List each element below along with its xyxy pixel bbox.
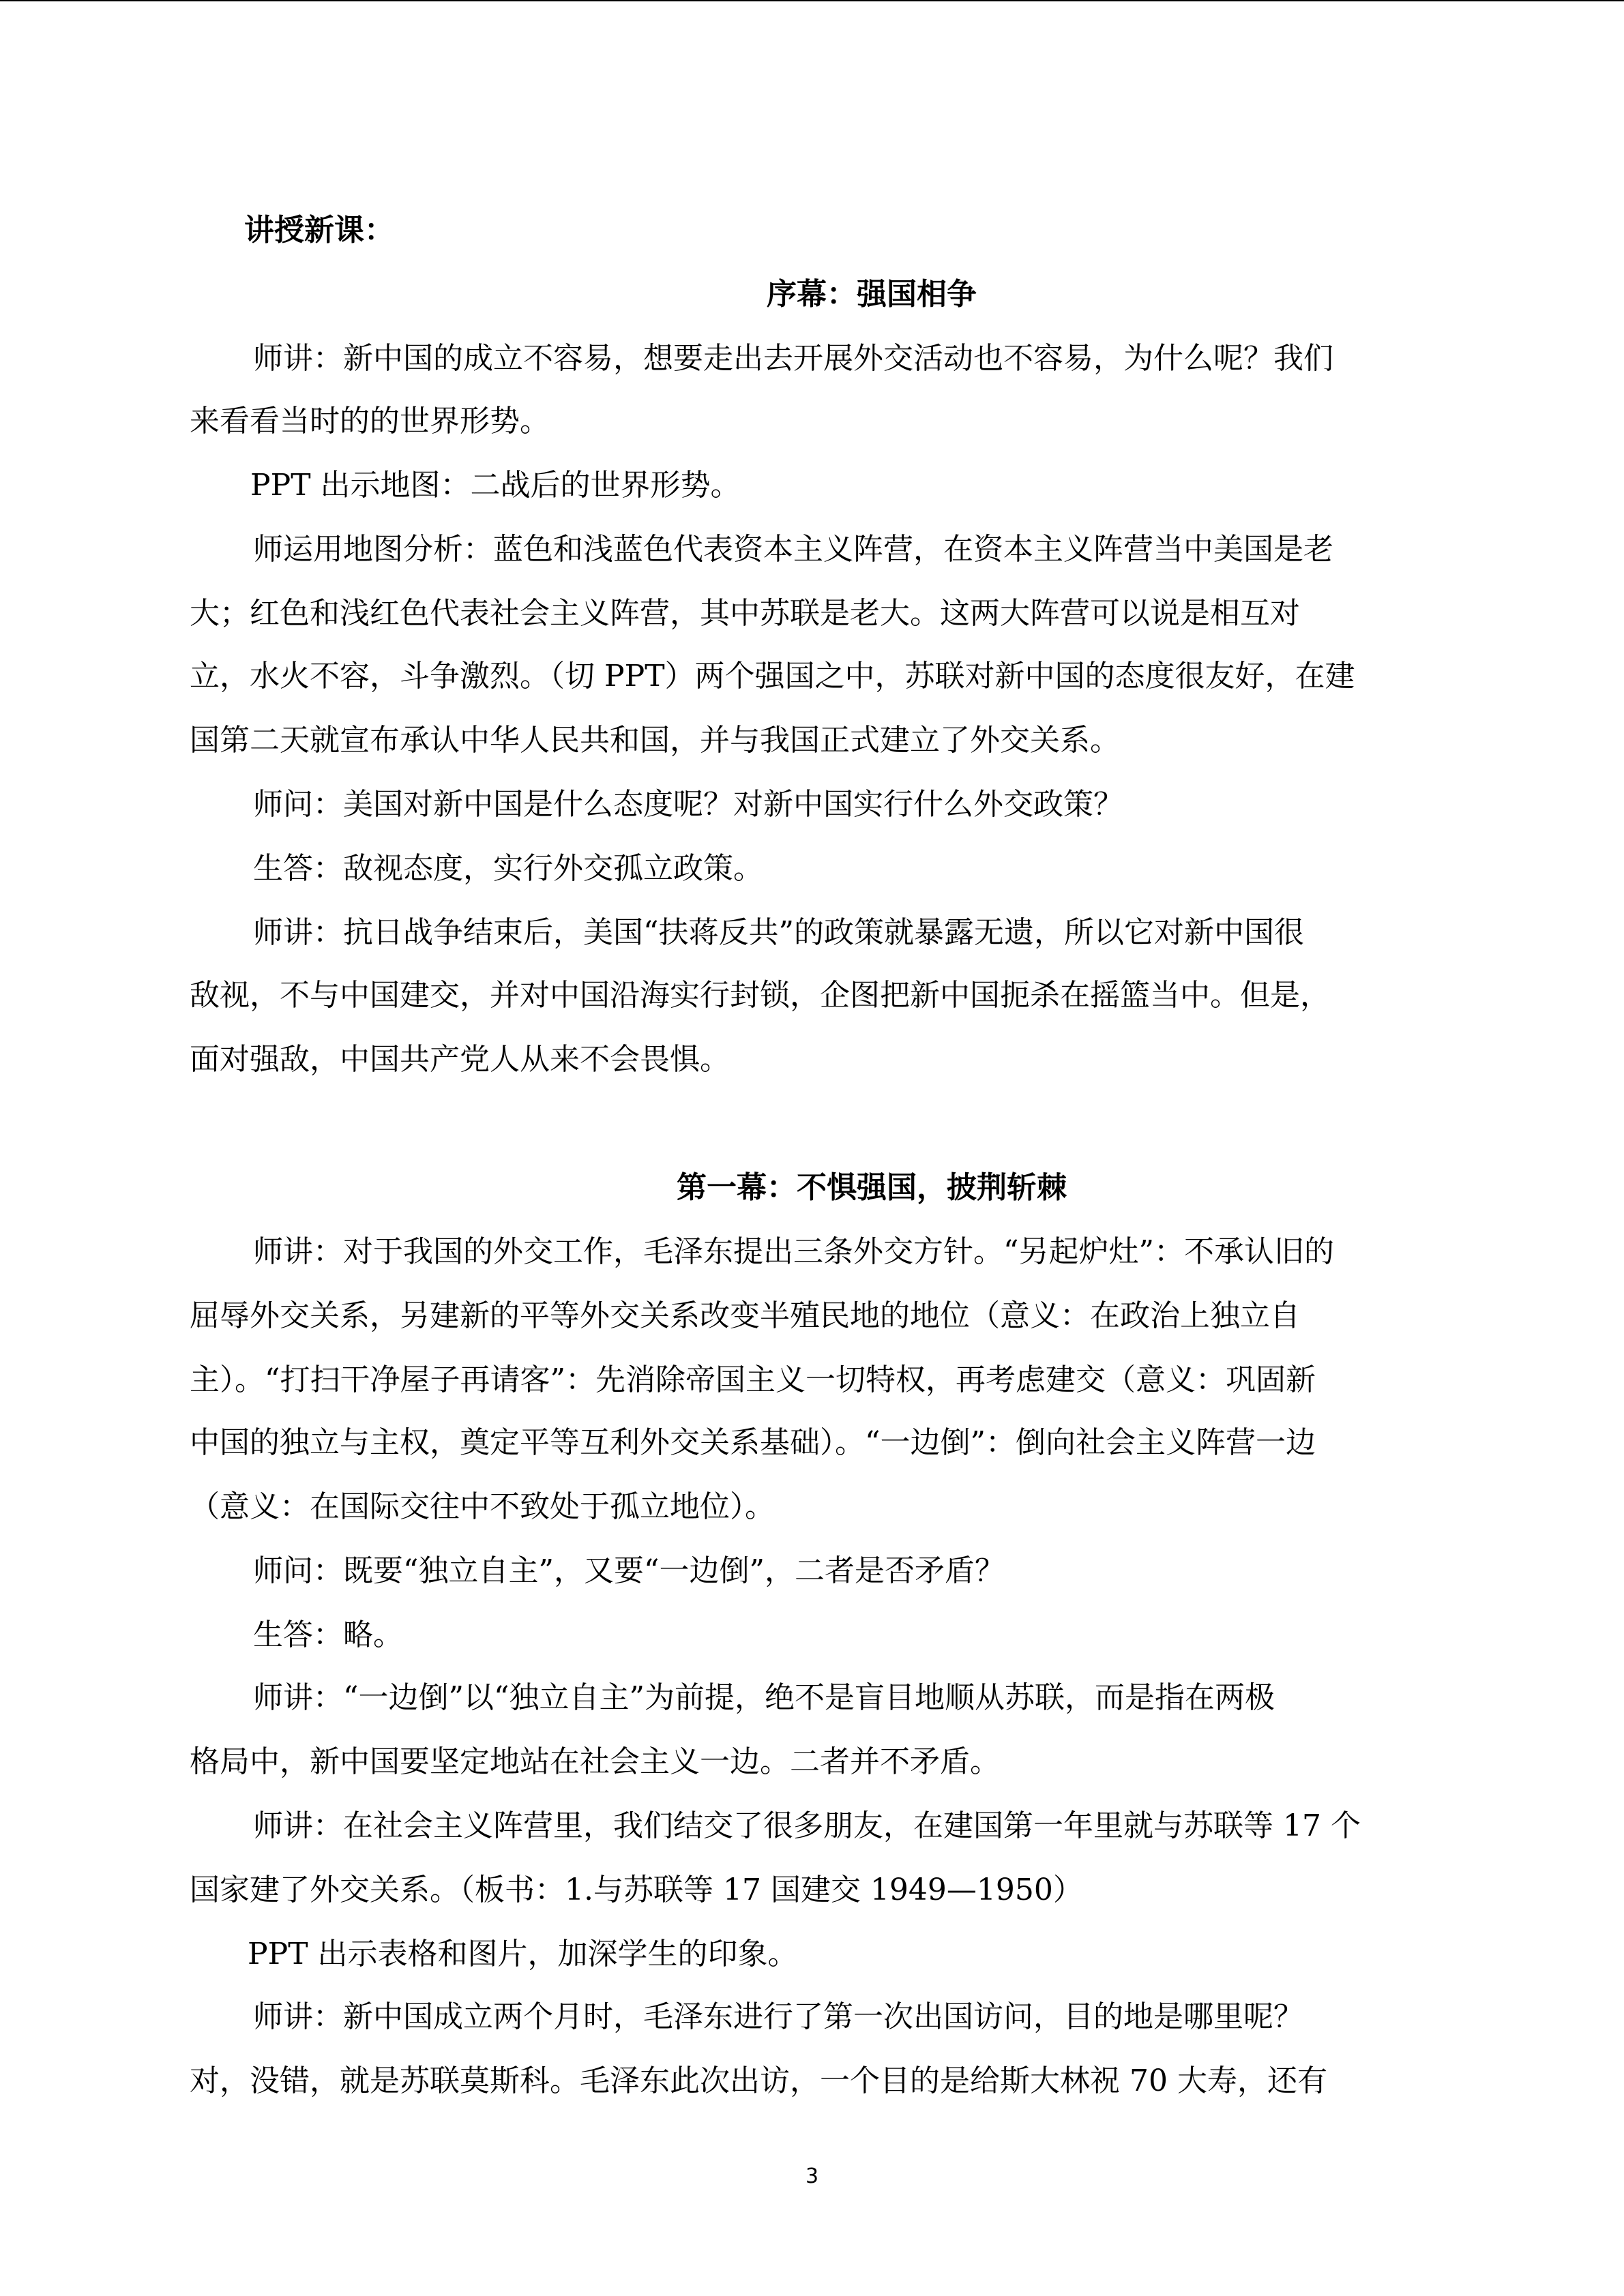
paragraph-line: 来看看当时的的世界形势。 [190,404,550,438]
paragraph-line: 对，没错，就是苏联莫斯科。毛泽东此次出访，一个目的是给斯大林祝 70 大寿，还有 [190,2063,1327,2098]
paragraph-line: 师运用地图分析：蓝色和浅蓝色代表资本主义阵营，在资本主义阵营当中美国是老 [253,532,1333,567]
paragraph-line: 师讲：在社会主义阵营里，我们结交了很多朋友，在建国第一年里就与苏联等 17 个 [253,1808,1361,1843]
paragraph-line: 敌视，不与中国建交，并对中国沿海实行封锁，企图把新中国扼杀在摇篮当中。但是， [190,978,1330,1013]
paragraph-line: 师讲：“一边倒”以“独立自主”为前提，绝不是盲目地顺从苏联，而是指在两极 [253,1680,1275,1715]
paragraph-line: 生答：敌视态度，实行外交孤立政策。 [253,851,763,886]
paragraph-line: 国第二天就宣布承认中华人民共和国，并与我国正式建立了外交关系。 [190,723,1120,758]
paragraph-line: 立，水火不容，斗争激烈。（切 PPT）两个强国之中，苏联对新中国的态度很友好，在建 [190,659,1355,694]
paragraph-line: （意义：在国际交往中不致处于孤立地位）。 [190,1489,775,1524]
paragraph-line: PPT 出示地图：二战后的世界形势。 [250,468,741,503]
paragraph-line: 国家建了外交关系。（板书：1.与苏联等 17 国建交 1949—1950） [190,1873,1083,1907]
paragraph-line: 师问：既要“独立自主”，又要“一边倒”，二者是否矛盾？ [253,1553,1005,1588]
paragraph-line: 中国的独立与主权，奠定平等互利外交关系基础）。“一边倒”：倒向社会主义阵营一边 [190,1425,1316,1460]
paragraph-line: 师讲：新中国的成立不容易，想要走出去开展外交活动也不容易，为什么呢？我们 [253,341,1333,376]
paragraph-line: PPT 出示表格和图片，加深学生的印象。 [248,1937,798,1971]
paragraph-line: 师讲：抗日战争结束后，美国“扶蒋反共”的政策就暴露无遗，所以它对新中国很 [253,915,1304,950]
paragraph-line: 师讲：对于我国的外交工作，毛泽东提出三条外交方针。“另起炉灶”：不承认旧的 [253,1234,1334,1269]
paragraph-line: 面对强敌，中国共产党人从来不会畏惧。 [190,1042,730,1077]
paragraph-line: 屈辱外交关系，另建新的平等外交关系改变半殖民地的地位（意义：在政治上独立自 [190,1298,1300,1333]
act1-title: 第一幕：不惧强国，披荆斩棘 [677,1170,1067,1205]
section-heading: 讲授新课： [244,213,394,248]
paragraph-line: 师讲：新中国成立两个月时，毛泽东进行了第一次出国访问，目的地是哪里呢？ [253,1999,1303,2034]
prologue-title: 序幕：强国相争 [767,277,977,312]
paragraph-line: 主）。“打扫干净屋子再请客”：先消除帝国主义一切特权，再考虑建交（意义：巩固新 [190,1362,1316,1397]
paragraph-line: 大；红色和浅红色代表社会主义阵营，其中苏联是老大。这两大阵营可以说是相互对 [190,596,1300,631]
paragraph-line: 格局中，新中国要坚定地站在社会主义一边。二者并不矛盾。 [190,1744,1000,1779]
paragraph-line: 师问：美国对新中国是什么态度呢？对新中国实行什么外交政策？ [253,787,1123,822]
page-number: 3 [805,2164,819,2188]
paragraph-line: 生答：略。 [253,1617,403,1652]
